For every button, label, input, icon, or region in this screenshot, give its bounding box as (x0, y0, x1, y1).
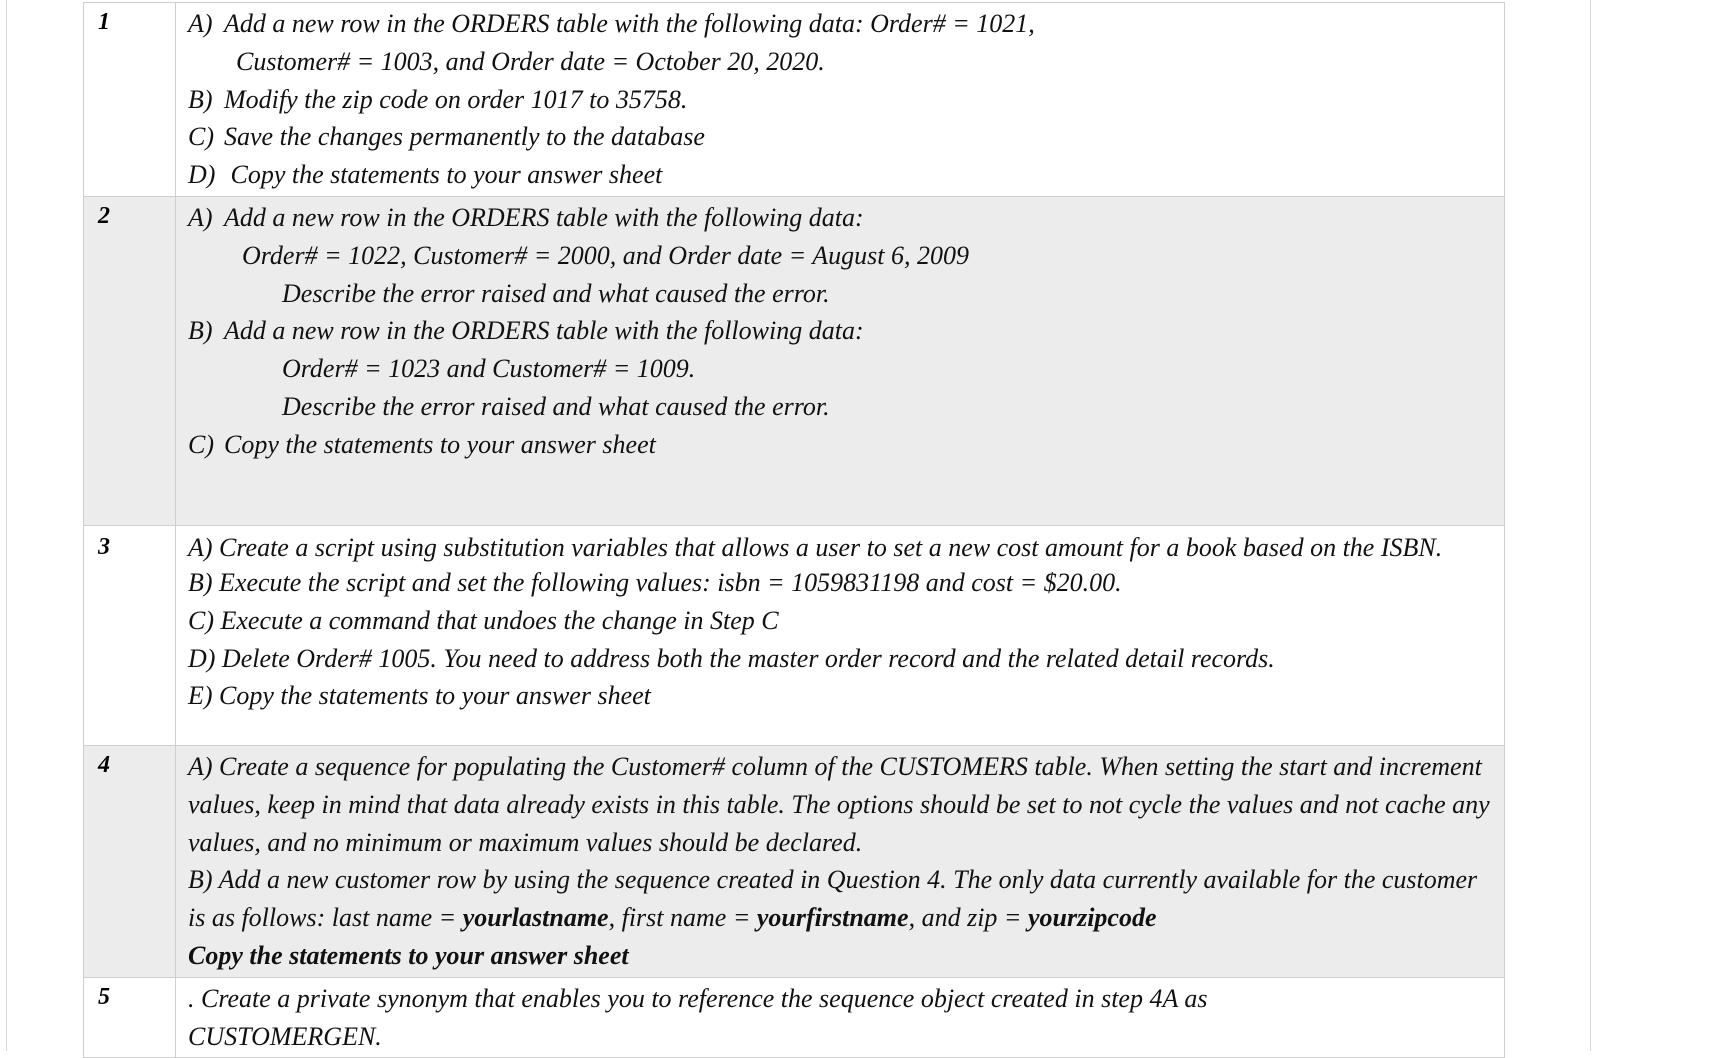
question-row-3 (84, 525, 1505, 745)
question-row-5 (84, 977, 1505, 1058)
page-left-edge (6, 0, 7, 1051)
question-number: 2 (84, 196, 176, 525)
step-line-continued: Describe the error raised and what caused the error. (282, 278, 830, 308)
questions-table (83, 2, 1505, 1058)
step-line: Copy the statements to your answer sheet (188, 940, 629, 970)
step-line: E) Copy the statements to your answer sheet (188, 681, 651, 711)
question-content (176, 3, 1505, 197)
page-right-edge (1590, 0, 1591, 1051)
step-line: C) Save the changes permanently to the database (188, 122, 705, 152)
step-line-continued: Customer# = 1003, and Order date = October 20, 2020. (236, 46, 825, 76)
step-line: D) Copy the statements to your answer sheet (188, 160, 663, 190)
step-line: B) Execute the script and set the following values: isbn = 1059831198 and cost = $20.00. (188, 567, 1122, 597)
question-number: 1 (84, 3, 176, 197)
step-line: D) Delete Order# 1005. You need to address both the master order record and the related detail records. (188, 643, 1275, 673)
question-content (176, 525, 1505, 745)
question-row-1 (84, 3, 1505, 197)
step-line-continued: Order# = 1023 and Customer# = 1009. (282, 354, 696, 384)
step-line: A) Add a new row in the ORDERS table with the following data: Order# = 1021, (188, 9, 1035, 38)
step-line: B) Add a new row in the ORDERS table with the following data: (188, 316, 864, 346)
step-line: A) Add a new row in the ORDERS table with the following data: (188, 202, 864, 232)
question-number: 4 (84, 745, 176, 977)
step-line-continued: Order# = 1022, Customer# = 2000, and Order date = August 6, 2009 (242, 240, 969, 270)
step-line: B) Modify the zip code on order 1017 to 35758. (188, 84, 688, 114)
question-row-2 (84, 196, 1505, 525)
placeholder-firstname: yourfirstname (756, 903, 909, 933)
question-number: 5 (84, 977, 176, 1058)
question-number: 3 (84, 525, 176, 745)
question-content (176, 977, 1505, 1058)
step-line-continued: Describe the error raised and what caused the error. (282, 391, 830, 421)
question-content (176, 745, 1505, 977)
placeholder-lastname: yourlastname (462, 903, 609, 933)
step-line: C) Execute a command that undoes the change in Step C (188, 605, 779, 635)
step-line: A) Create a script using substitution variables that allows a user to set a new cost amount for a book based on the ISBN. (188, 532, 1443, 562)
question-content (176, 196, 1505, 525)
placeholder-zipcode: yourzipcode (1027, 903, 1157, 933)
step-paragraph: B) Add a new customer row by using the sequence created in Question 4. The only data currently available for the customer is as follows: last name = yourlastname, first name = yourfirstname, and zip = yourzipcode (188, 865, 1478, 933)
step-paragraph: A) Create a sequence for populating the Customer# column of the CUSTOMERS table. When setting the start and increment values, keep in mind that data already exists in this table. The options should be set to not cycle the values and not cache any values, and no minimum or maximum values should be declared. (188, 751, 1490, 857)
question-row-4 (84, 745, 1505, 977)
step-paragraph: . Create a private synonym that enables you to reference the sequence object created in step 4A as CUSTOMERGEN. (188, 983, 1208, 1051)
step-line: C) Copy the statements to your answer sheet (188, 429, 656, 459)
